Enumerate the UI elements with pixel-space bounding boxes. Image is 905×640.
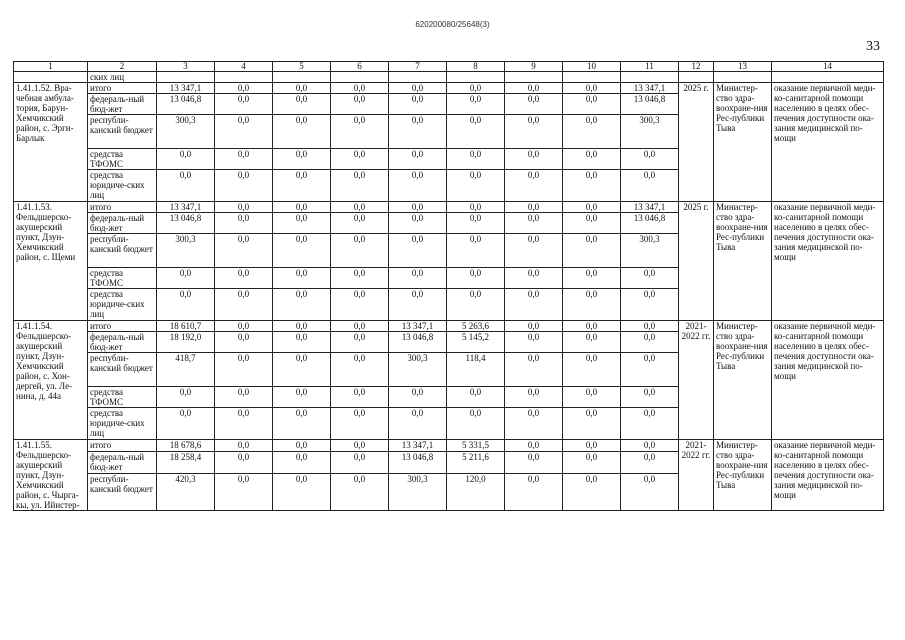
value-cell: 0,0 [331,170,389,202]
funding-source: средства ТФОМС [88,149,157,170]
value-cell: 13 046,8 [389,451,447,474]
purpose-cell: оказание первичной меди-ко-санитарной помощи населению в целях обес-печения доступности ока-зания медицинской по-мощи [772,440,884,511]
funding-source: итого [88,83,157,94]
value-cell: 0,0 [505,387,563,408]
executor-cell: Министер-ство здра-воохране-ния Рес-публики Тыва [714,440,772,511]
value-cell: 0,0 [273,149,331,170]
column-number: 12 [679,62,714,72]
carry-over-id-cell [14,72,88,83]
value-cell: 0,0 [389,268,447,289]
value-cell: 0,0 [273,268,331,289]
purpose-cell: оказание первичной меди-ко-санитарной помощи населению в целях обес-печения доступности ока-зания медицинской по-мощи [772,321,884,440]
column-number: 13 [714,62,772,72]
value-cell: 0,0 [563,234,621,268]
value-cell [563,72,621,83]
value-cell: 418,7 [157,353,215,387]
value-cell: 0,0 [563,474,621,511]
column-number: 10 [563,62,621,72]
year-cell: 2021-2022 гг. [679,321,714,440]
value-cell: 0,0 [621,353,679,387]
value-cell: 0,0 [273,83,331,94]
value-cell: 0,0 [621,332,679,353]
document-id: 620200080/25648(3) [415,20,490,29]
value-cell [331,72,389,83]
value-cell: 0,0 [331,213,389,234]
value-cell: 0,0 [621,170,679,202]
value-cell: 0,0 [215,321,273,332]
value-cell: 0,0 [273,289,331,321]
value-cell: 0,0 [215,94,273,115]
value-cell: 0,0 [215,115,273,149]
value-cell: 0,0 [447,149,505,170]
value-cell: 13 046,8 [157,94,215,115]
value-cell: 0,0 [215,408,273,440]
value-cell: 0,0 [331,234,389,268]
executor-cell: Министер-ство здра-воохране-ния Рес-публики Тыва [714,83,772,202]
value-cell: 0,0 [157,170,215,202]
purpose-cell: оказание первичной меди-ко-санитарной помощи населению в целях обес-печения доступности ока-зания медицинской по-мощи [772,83,884,202]
value-cell: 0,0 [505,115,563,149]
funding-source: федераль-ный бюд-жет [88,94,157,115]
value-cell: 13 347,1 [621,202,679,213]
value-cell: 0,0 [389,170,447,202]
value-cell: 0,0 [563,149,621,170]
value-cell: 120,0 [447,474,505,511]
funding-source: итого [88,202,157,213]
value-cell: 13 347,1 [389,321,447,332]
value-cell: 0,0 [331,268,389,289]
value-cell: 0,0 [215,387,273,408]
executor-cell [714,72,772,83]
value-cell: 0,0 [215,440,273,452]
value-cell: 0,0 [505,321,563,332]
value-cell [215,72,273,83]
value-cell: 13 347,1 [621,83,679,94]
value-cell: 0,0 [505,474,563,511]
value-cell: 0,0 [331,115,389,149]
value-cell: 13 046,8 [389,332,447,353]
value-cell: 0,0 [331,321,389,332]
value-cell: 0,0 [215,202,273,213]
value-cell: 0,0 [331,332,389,353]
value-cell: 0,0 [273,353,331,387]
value-cell: 0,0 [389,408,447,440]
item-description: 1.41.1.53. Фельдшерско-акушерский пункт, Дзун-Хемчикский район, с. Щеми [14,202,88,321]
value-cell: 5 211,6 [447,451,505,474]
value-cell: 0,0 [505,408,563,440]
value-cell: 0,0 [563,353,621,387]
value-cell [447,72,505,83]
value-cell: 0,0 [505,289,563,321]
value-cell: 0,0 [157,289,215,321]
year-cell: 2021-2022 гг. [679,440,714,511]
value-cell: 0,0 [563,94,621,115]
value-cell: 0,0 [447,83,505,94]
value-cell [389,72,447,83]
value-cell: 0,0 [447,94,505,115]
column-number: 6 [331,62,389,72]
value-cell: 0,0 [621,268,679,289]
column-number-row [14,62,884,72]
value-cell: 420,3 [157,474,215,511]
value-cell: 0,0 [215,474,273,511]
value-cell: 0,0 [157,268,215,289]
value-cell [157,72,215,83]
value-cell: 0,0 [273,234,331,268]
value-cell: 0,0 [563,440,621,452]
value-cell: 0,0 [331,408,389,440]
value-cell: 0,0 [563,213,621,234]
value-cell: 0,0 [273,94,331,115]
carry-over-source: ских лиц [88,72,157,83]
page-number: 33 [866,39,880,54]
value-cell: 300,3 [621,115,679,149]
value-cell: 0,0 [273,474,331,511]
value-cell: 0,0 [621,149,679,170]
value-cell [273,72,331,83]
value-cell: 13 347,1 [157,83,215,94]
value-cell [621,72,679,83]
value-cell: 0,0 [389,149,447,170]
value-cell: 300,3 [621,234,679,268]
value-cell: 0,0 [621,408,679,440]
funding-source: средства юридиче-ских лиц [88,408,157,440]
funding-source: республи-канский бюджет [88,115,157,149]
value-cell: 0,0 [331,451,389,474]
funding-source: итого [88,440,157,452]
value-cell: 0,0 [621,474,679,511]
item-description: 1.41.1.52. Вра-чебная амбула-тория, Барун-Хемчикский район, с. Эрги-Барлык [14,83,88,202]
value-cell: 0,0 [505,202,563,213]
value-cell: 0,0 [331,474,389,511]
value-cell: 0,0 [273,115,331,149]
value-cell: 0,0 [331,149,389,170]
value-cell: 0,0 [621,387,679,408]
value-cell: 0,0 [563,268,621,289]
funding-source: республи-канский бюджет [88,474,157,511]
value-cell: 0,0 [389,289,447,321]
value-cell: 18 258,4 [157,451,215,474]
value-cell: 0,0 [273,332,331,353]
value-cell: 300,3 [389,474,447,511]
item-description: 1.41.1.55. Фельдшерско-акушерский пункт, Дзун-Хемчикский район, с. Чырга-кы, ул. Ийистер- [14,440,88,511]
value-cell: 300,3 [389,353,447,387]
value-cell: 13 046,8 [157,213,215,234]
value-cell: 0,0 [331,353,389,387]
value-cell: 5 263,6 [447,321,505,332]
value-cell: 0,0 [563,170,621,202]
purpose-cell [772,72,884,83]
value-cell: 0,0 [273,202,331,213]
funding-source: федераль-ный бюд-жет [88,213,157,234]
value-cell: 0,0 [331,83,389,94]
value-cell: 0,0 [505,234,563,268]
value-cell: 0,0 [157,387,215,408]
value-cell: 0,0 [389,213,447,234]
value-cell: 0,0 [389,387,447,408]
value-cell: 0,0 [215,353,273,387]
value-cell: 0,0 [447,115,505,149]
value-cell: 0,0 [157,408,215,440]
value-cell: 0,0 [505,170,563,202]
value-cell: 0,0 [563,83,621,94]
funding-source: средства юридиче-ских лиц [88,289,157,321]
value-cell: 0,0 [505,213,563,234]
column-number: 2 [88,62,157,72]
year-cell [679,72,714,83]
value-cell: 0,0 [621,289,679,321]
value-cell: 0,0 [563,332,621,353]
column-number: 3 [157,62,215,72]
value-cell: 0,0 [505,268,563,289]
funding-source: республи-канский бюджет [88,234,157,268]
value-cell: 0,0 [447,408,505,440]
funding-source: средства юридиче-ских лиц [88,170,157,202]
value-cell: 5 331,5 [447,440,505,452]
funding-source: федераль-ный бюд-жет [88,451,157,474]
value-cell: 0,0 [621,451,679,474]
value-cell: 0,0 [273,213,331,234]
value-cell: 0,0 [389,94,447,115]
value-cell: 0,0 [157,149,215,170]
value-cell: 0,0 [563,115,621,149]
value-cell: 0,0 [215,451,273,474]
column-number: 14 [772,62,884,72]
value-cell [505,72,563,83]
value-cell: 13 347,1 [157,202,215,213]
value-cell: 0,0 [389,234,447,268]
value-cell: 0,0 [273,387,331,408]
table-row [14,440,884,452]
value-cell: 0,0 [505,149,563,170]
value-cell: 0,0 [563,408,621,440]
value-cell: 0,0 [505,353,563,387]
value-cell: 0,0 [447,202,505,213]
value-cell: 0,0 [331,387,389,408]
value-cell: 0,0 [447,289,505,321]
value-cell: 18 192,0 [157,332,215,353]
table-row [14,83,884,94]
value-cell: 0,0 [331,94,389,115]
column-number: 8 [447,62,505,72]
value-cell: 0,0 [447,268,505,289]
value-cell: 18 610,7 [157,321,215,332]
table-row [14,321,884,332]
value-cell: 0,0 [563,451,621,474]
value-cell: 118,4 [447,353,505,387]
value-cell: 0,0 [331,289,389,321]
value-cell: 0,0 [215,332,273,353]
value-cell: 0,0 [215,268,273,289]
value-cell: 0,0 [215,234,273,268]
value-cell: 0,0 [273,321,331,332]
value-cell: 0,0 [447,170,505,202]
funding-source: итого [88,321,157,332]
value-cell: 5 145,2 [447,332,505,353]
purpose-cell: оказание первичной меди-ко-санитарной помощи населению в целях обес-печения доступности ока-зания медицинской по-мощи [772,202,884,321]
column-number: 4 [215,62,273,72]
value-cell: 0,0 [563,202,621,213]
funding-source: республи-канский бюджет [88,353,157,387]
value-cell: 0,0 [505,94,563,115]
column-number: 11 [621,62,679,72]
value-cell: 0,0 [215,170,273,202]
funding-source: федераль-ный бюд-жет [88,332,157,353]
value-cell: 0,0 [331,202,389,213]
column-number: 7 [389,62,447,72]
value-cell: 300,3 [157,234,215,268]
value-cell: 0,0 [215,213,273,234]
value-cell: 0,0 [447,234,505,268]
value-cell: 0,0 [215,149,273,170]
column-number: 1 [14,62,88,72]
value-cell: 0,0 [621,440,679,452]
budget-table [13,61,884,511]
value-cell: 0,0 [389,83,447,94]
value-cell: 0,0 [505,332,563,353]
value-cell: 0,0 [563,289,621,321]
value-cell: 0,0 [215,83,273,94]
value-cell: 300,3 [157,115,215,149]
value-cell: 0,0 [563,321,621,332]
funding-source: средства ТФОМС [88,387,157,408]
executor-cell: Министер-ство здра-воохране-ния Рес-публики Тыва [714,321,772,440]
value-cell: 18 678,6 [157,440,215,452]
value-cell: 0,0 [215,289,273,321]
value-cell: 0,0 [447,387,505,408]
value-cell: 0,0 [389,115,447,149]
table-row [14,202,884,213]
value-cell: 0,0 [389,202,447,213]
value-cell: 0,0 [505,451,563,474]
value-cell: 0,0 [331,440,389,452]
value-cell: 0,0 [447,213,505,234]
item-description: 1.41.1.54. Фельдшерско-акушерский пункт, Дзун-Хемчикский район, с. Хон-дергей, ул. Ле-нина, д. 44а [14,321,88,440]
value-cell: 0,0 [563,387,621,408]
value-cell: 0,0 [505,83,563,94]
value-cell: 0,0 [273,451,331,474]
value-cell: 13 046,8 [621,213,679,234]
year-cell: 2025 г. [679,202,714,321]
value-cell: 0,0 [273,440,331,452]
value-cell: 13 347,1 [389,440,447,452]
column-number: 9 [505,62,563,72]
executor-cell: Министер-ство здра-воохране-ния Рес-публики Тыва [714,202,772,321]
value-cell: 0,0 [621,321,679,332]
column-number: 5 [273,62,331,72]
value-cell: 0,0 [273,170,331,202]
carry-over-row [14,72,884,83]
value-cell: 0,0 [505,440,563,452]
value-cell: 13 046,8 [621,94,679,115]
funding-source: средства ТФОМС [88,268,157,289]
year-cell: 2025 г. [679,83,714,202]
value-cell: 0,0 [273,408,331,440]
